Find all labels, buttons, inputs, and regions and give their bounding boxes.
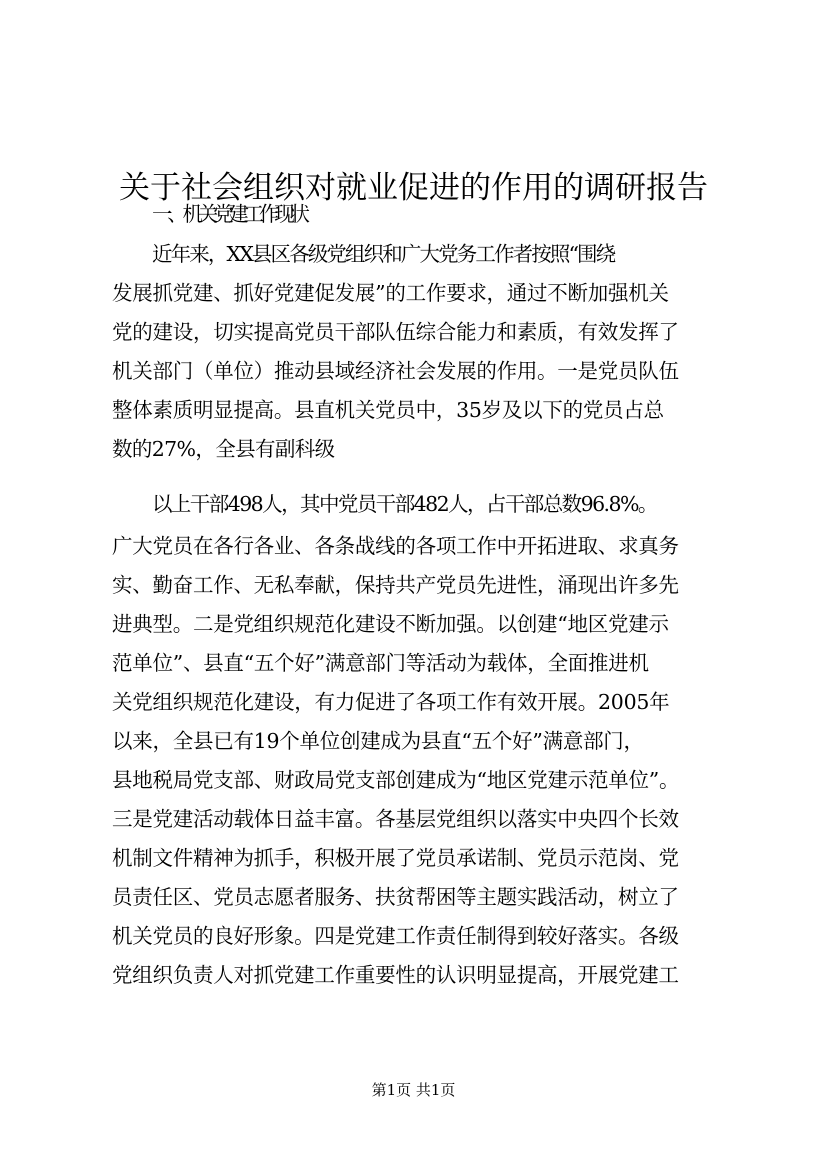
paragraph-line: 实、勤奋工作、无私奉献，保持共产党员先进性，涌现出许多先 <box>112 573 679 597</box>
paragraph-line: 广大党员在各行各业、各条战线的各项工作中开拓进取、求真务 <box>112 534 679 558</box>
paragraph-line: 范单位”、县直“五个好”满意部门等活动为载体，全面推进机 <box>112 651 649 675</box>
paragraph-line: 员责任区、党员志愿者服务、扶贫帮困等主题实践活动，树立了 <box>112 885 679 909</box>
paragraph-line: 机关党员的良好形象。四是党建工作责任制得到较好落实。各级 <box>112 924 679 948</box>
paragraph-line: 党的建设，切实提高党员干部队伍综合能力和素质，有效发挥了 <box>112 320 679 344</box>
document-title: 关于社会组织对就业促进的作用的调研报告 <box>119 169 708 206</box>
paragraph-line: 机制文件精神为抓手，积极开展了党员承诺制、党员示范岗、党 <box>112 846 679 870</box>
paragraph-line: 三是党建活动载体日益丰富。各基层党组织以落实中央四个长效 <box>112 807 679 831</box>
paragraph-line: 进典型。二是党组织规范化建设不断加强。以创建“地区党建示 <box>112 612 669 636</box>
paragraph-line: 近年来，XX县区各级党组织和广大党务工作者按照“围绕 <box>152 242 615 266</box>
paragraph-line: 整体素质明显提高。县直机关党员中，35岁及以下的党员占总 <box>112 398 664 422</box>
paragraph-line: 发展抓党建、抓好党建促发展”的工作要求，通过不断加强机关 <box>112 281 669 305</box>
paragraph-line: 县地税局党支部、财政局党支部创建成为“地区党建示范单位”。 <box>112 768 680 792</box>
page-footer: 第1页 共1页 <box>371 1081 456 1099</box>
paragraph-line: 数的27%，全县有副科级 <box>112 437 335 461</box>
paragraph-line: 以上干部498人，其中党员干部482人，占干部总数96.8%。 <box>152 492 657 516</box>
paragraph-line: 党组织负责人对抓党建工作重要性的认识明显提高，开展党建工 <box>112 963 679 987</box>
paragraph-line: 以来，全县已有19个单位创建成为县直“五个好”满意部门， <box>112 729 644 753</box>
paragraph-line: 关党组织规范化建设，有力促进了各项工作有效开展。2005年 <box>112 690 670 714</box>
section-heading: 一、机关党建工作现状 <box>152 202 305 226</box>
paragraph-line: 机关部门（单位）推动县域经济社会发展的作用。一是党员队伍 <box>112 359 679 383</box>
